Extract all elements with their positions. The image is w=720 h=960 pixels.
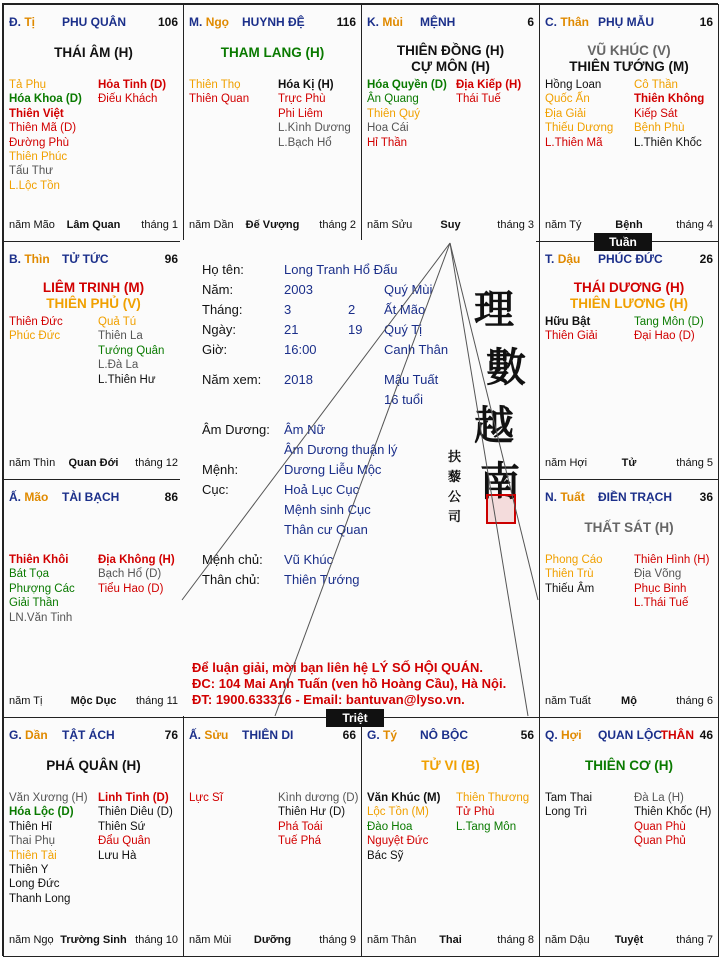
calligraphy-char-1: 理: [474, 286, 514, 333]
minor-star: Đường Phù: [9, 136, 69, 149]
main-star: VŨ KHÚC (V): [587, 43, 671, 58]
minor-star: Kiếp Sát: [634, 107, 678, 120]
palace-number: 76: [164, 728, 178, 742]
minor-star: Tuế Phá: [278, 835, 322, 848]
palace-year: năm Sửu: [367, 219, 413, 231]
minor-star: Thiên Phúc: [9, 151, 68, 164]
minor-star: Thiên Mã (D): [9, 122, 77, 135]
info-value: Âm Dương thuận lý: [284, 442, 398, 457]
info-label: Năm xem:: [202, 372, 262, 387]
palace-number: 86: [164, 490, 178, 504]
minor-star: Thiên Quan: [189, 93, 250, 106]
palace-chi: Thân: [560, 15, 590, 29]
minor-star: L.Thiên Mã: [545, 136, 603, 149]
palace-chi: Hợi: [561, 728, 582, 742]
palace-year: năm Hợi: [545, 457, 588, 469]
minor-star: Địa Giải: [545, 107, 586, 120]
minor-star: Linh Tinh (D): [98, 792, 169, 804]
minor-star: Tả Phụ: [9, 79, 47, 91]
info-value: Mệnh sinh Cục: [284, 502, 371, 517]
minor-star: Bệnh Phù: [634, 122, 685, 135]
minor-star: Tử Phù: [456, 806, 495, 819]
palace-can: T.: [545, 252, 555, 266]
palace-stage: Mộc Dục: [70, 695, 117, 707]
palace-month: tháng 12: [135, 457, 178, 469]
minor-star: Quan Phù: [634, 820, 686, 833]
palace-month: tháng 10: [135, 934, 178, 946]
palace-name: PHÚC ĐỨC: [598, 252, 663, 266]
info-value: Vũ Khúc: [284, 552, 334, 567]
palace-can: Đ.: [9, 15, 21, 29]
palace-chi: Sửu: [204, 728, 229, 742]
minor-star: Hóa Lộc (D): [9, 806, 74, 819]
minor-star: Bác Sỹ: [367, 849, 404, 862]
minor-star: Lộc Tồn (M): [367, 806, 429, 819]
minor-star: Hóa Khoa (D): [9, 93, 82, 106]
minor-star: Thiếu Âm: [545, 582, 595, 595]
minor-star: Thiên Sứ: [98, 820, 146, 833]
minor-star: Thiên Diêu (D): [98, 806, 173, 819]
palace-number: 6: [527, 15, 534, 29]
palace-year: năm Mão: [9, 219, 55, 231]
palace-name: PHỤ MẪU: [598, 15, 654, 29]
info-label: Họ tên:: [202, 262, 244, 277]
main-star: THẤT SÁT (H): [584, 520, 674, 535]
palace-chi: Mùi: [382, 15, 404, 29]
palace-number: 36: [699, 490, 713, 504]
minor-star: Hỉ Thần: [367, 136, 408, 149]
seal-char-2: 藜: [448, 470, 462, 485]
palace-number: 46: [699, 728, 713, 742]
info-canchi-value: Mậu Tuất: [384, 372, 439, 387]
palace-stage: Quan Đới: [68, 457, 119, 469]
minor-star: Thiên Khốc (H): [634, 806, 712, 819]
palace-year: năm Tị: [9, 695, 43, 707]
palace-month: tháng 5: [676, 457, 713, 469]
main-star: THÁI ÂM (H): [54, 45, 133, 60]
palace-can: Ấ.: [9, 490, 21, 504]
palace-chi: Ngọ: [205, 15, 230, 29]
minor-star: L.Lộc Tồn: [9, 179, 60, 192]
minor-star: Đào Hoa: [367, 820, 413, 833]
minor-star: Phúc Đức: [9, 330, 61, 343]
minor-star: Điếu Khách: [98, 93, 158, 106]
palace-year: năm Mùi: [189, 934, 232, 946]
palace-can: Q.: [545, 728, 558, 742]
palace-stage: Tuyệt: [614, 934, 644, 946]
info-value: 16:00: [284, 342, 317, 357]
minor-star: Thiên Thọ: [189, 79, 241, 91]
triet-marker: Triệt: [326, 709, 384, 727]
main-star: PHÁ QUÂN (H): [46, 758, 141, 773]
main-star: THIÊN TƯỚNG (M): [569, 59, 689, 74]
minor-star: Thiên Hỉ: [9, 820, 52, 833]
minor-star: Hỏa Tinh (D): [98, 79, 167, 91]
info-canchi-value: Quý Tị: [384, 322, 423, 337]
palace-stage: Thai: [439, 934, 462, 946]
minor-star: Thái Tuế: [456, 93, 501, 106]
palace-number: 106: [157, 15, 178, 29]
info-canchi-value: Ất Mão: [384, 302, 426, 317]
minor-star: Đại Hao (D): [634, 330, 695, 343]
minor-star: Địa Kiếp (H): [456, 79, 522, 91]
minor-star: Văn Xương (H): [9, 792, 88, 804]
minor-star: Thiên La: [98, 330, 143, 343]
palace-name: ĐIỀN TRẠCH: [598, 490, 672, 504]
minor-star: L.Thiên Hư: [98, 373, 156, 386]
minor-star: L.Thiên Khốc: [634, 136, 702, 149]
info-label: Giờ:: [202, 342, 228, 357]
palace-can: C.: [545, 15, 557, 29]
minor-star: Long Trì: [545, 806, 588, 819]
palace-chi: Tị: [24, 15, 36, 29]
minor-star: L.Bạch Hổ: [278, 136, 332, 149]
info-value: Hoả Lục Cục: [284, 482, 360, 497]
contact-line-1: Để luận giải, mời bạn liên hệ LÝ SỐ HỘI QUÁN.: [192, 660, 483, 675]
palace-can: K.: [367, 15, 379, 29]
minor-star: Hóa Kị (H): [278, 79, 334, 91]
minor-star: Bát Tọa: [9, 568, 50, 581]
minor-star: Bạch Hổ (D): [98, 568, 162, 581]
minor-star: Trực Phù: [278, 93, 326, 106]
info-label: Cục:: [202, 482, 229, 497]
palace-can: G.: [9, 728, 22, 742]
info-label: Mệnh:: [202, 462, 239, 477]
calligraphy-char-3: 越: [474, 402, 514, 449]
minor-star: Cô Thần: [634, 79, 678, 91]
info-label: Mệnh chủ:: [202, 552, 263, 567]
palace-name: PHU QUÂN: [62, 15, 127, 29]
minor-star: Địa Không (H): [98, 554, 175, 566]
info-label: Năm:: [202, 282, 234, 297]
info-label: Thân chủ:: [202, 572, 260, 587]
palace-chi: Tý: [383, 728, 398, 742]
info-value: Thân cư Quan: [284, 522, 368, 537]
palace-stage: Suy: [440, 219, 461, 231]
info-lunar-value: 19: [348, 322, 363, 337]
palace-year: năm Thìn: [9, 457, 56, 469]
info-canchi-value: 16 tuổi: [384, 392, 424, 407]
palace-name: TÀI BẠCH: [62, 490, 120, 504]
palace-name: QUAN LỘC: [598, 728, 662, 742]
minor-star: Địa Võng: [634, 568, 682, 581]
minor-star: Thiên Trù: [545, 568, 594, 581]
info-value: 2003: [284, 282, 313, 297]
calligraphy-char-4: 南: [480, 458, 520, 505]
palace-number: 26: [699, 252, 713, 266]
minor-star: Thai Phụ: [9, 835, 56, 848]
main-star: LIÊM TRINH (M): [42, 280, 145, 295]
minor-star: Thiên Khôi: [9, 554, 69, 566]
palace-name: NÔ BỘC: [420, 728, 468, 742]
palace-month: tháng 8: [497, 934, 534, 946]
info-value: Thiên Tướng: [284, 572, 360, 587]
minor-star: Văn Khúc (M): [367, 792, 441, 804]
palace-month: tháng 7: [676, 934, 713, 946]
palace-stage: Mộ: [621, 695, 637, 707]
seal-char-4: 司: [448, 510, 462, 525]
palace-stage: Dưỡng: [253, 934, 292, 946]
seal-char-1: 扶: [448, 450, 462, 465]
minor-star: Lưu Hà: [98, 849, 137, 862]
minor-star: Quốc Ấn: [545, 93, 590, 106]
palace-can: M.: [189, 15, 203, 29]
minor-star: Quan Phủ: [634, 835, 686, 848]
palace-can: Ấ.: [189, 728, 201, 742]
minor-star: Hồng Loan: [545, 79, 602, 91]
palace-year: năm Ngọ: [9, 934, 54, 946]
minor-star: Thiên Việt: [9, 107, 64, 120]
palace-month: tháng 2: [319, 219, 356, 231]
palace-month: tháng 6: [676, 695, 713, 707]
minor-star: Kình dương (D): [278, 792, 359, 804]
info-value: Dương Liễu Mộc: [284, 462, 382, 477]
info-canchi-value: Canh Thân: [384, 342, 449, 357]
minor-star: Thiên Quý: [367, 107, 421, 120]
palace-number: 96: [164, 252, 178, 266]
minor-star: Tấu Thư: [9, 165, 53, 178]
palace-number: 66: [342, 728, 356, 742]
seal-char-3: 公: [448, 490, 462, 505]
minor-star: Tam Thai: [545, 792, 593, 804]
palace-month: tháng 11: [135, 695, 178, 707]
minor-star: Thiên Hình (H): [634, 554, 710, 566]
palace-stage: Trường Sinh: [60, 934, 127, 946]
minor-star: L.Đà La: [98, 359, 139, 372]
palace-month: tháng 4: [676, 219, 713, 231]
minor-star: Phong Cáo: [545, 554, 603, 566]
minor-star: Đẩu Quân: [98, 835, 151, 848]
palace-can: G.: [367, 728, 380, 742]
info-value: 21: [284, 322, 299, 337]
minor-star: LN.Văn Tinh: [9, 611, 73, 624]
palace-month: tháng 3: [497, 219, 534, 231]
palace-chi: Tuất: [560, 490, 585, 504]
main-star: THIÊN ĐỒNG (H): [396, 43, 505, 58]
minor-star: Tiểu Hao (D): [98, 582, 164, 595]
palace-chi: Dậu: [557, 252, 581, 266]
palace-stage: Bệnh: [615, 219, 643, 231]
minor-star: Ân Quang: [367, 93, 419, 106]
info-lunar-value: 2: [348, 302, 356, 317]
minor-star: Thiên Không: [634, 93, 705, 106]
info-value: Long Tranh Hổ Đấu: [284, 262, 398, 277]
minor-star: Thiên Tài: [9, 849, 57, 862]
palace-can: B.: [9, 252, 21, 266]
minor-star: Phá Toái: [278, 820, 323, 833]
palace-number: 16: [699, 15, 713, 29]
palace-name: MỆNH: [420, 15, 456, 29]
minor-star: Tướng Quân: [98, 344, 165, 357]
minor-star: Phục Binh: [634, 582, 687, 595]
palace-month: tháng 1: [141, 219, 178, 231]
minor-star: Quả Tú: [98, 316, 137, 328]
minor-star: Hoa Cái: [367, 122, 409, 135]
palace-name: TỬ TỨC: [62, 252, 109, 266]
minor-star: Nguyệt Đức: [367, 835, 429, 848]
main-star: THIÊN LƯƠNG (H): [570, 296, 688, 311]
minor-star: Đà La (H): [634, 792, 684, 804]
palace-stage: Lâm Quan: [66, 219, 121, 231]
palace-can: N.: [545, 490, 557, 504]
minor-star: L.Tang Môn: [456, 820, 517, 833]
palace-number: 56: [520, 728, 534, 742]
contact-line-3: ĐT: 1900.633316 - Email: bantuvan@lyso.vn.: [192, 692, 465, 707]
minor-star: Hóa Quyền (D): [367, 79, 447, 91]
calligraphy-char-2: 數: [486, 344, 526, 391]
minor-star: Thiếu Dương: [545, 122, 614, 135]
minor-star: Tang Môn (D): [634, 316, 704, 328]
minor-star: Thiên Thương: [456, 792, 530, 804]
minor-star: L.Thái Tuế: [634, 597, 689, 610]
main-star: THIÊN CƠ (H): [584, 758, 673, 773]
palace-year: năm Tý: [545, 219, 582, 231]
palace-stage: Đế Vượng: [245, 219, 300, 231]
palace-year: năm Dậu: [545, 934, 590, 946]
minor-star: Thiên Y: [9, 864, 49, 877]
main-star: THAM LANG (H): [220, 45, 325, 60]
minor-star: Thiên Hư (D): [278, 806, 346, 819]
info-label: Tháng:: [202, 302, 243, 317]
palace-chi: Thìn: [24, 252, 50, 266]
palace-name: HUYNH ĐỆ: [242, 15, 305, 29]
minor-star: Giải Thần: [9, 597, 59, 610]
info-value: Âm Nữ: [284, 422, 326, 437]
palace-year: năm Dần: [189, 219, 234, 231]
palace-year: năm Thân: [367, 934, 417, 946]
main-star: THIÊN PHỦ (V): [46, 296, 141, 311]
minor-star: Thanh Long: [9, 892, 71, 905]
info-label: Ngày:: [202, 322, 236, 337]
minor-star: L.Kình Dương: [278, 122, 351, 135]
main-star: CỰ MÔN (H): [411, 59, 490, 74]
palace-number: 116: [336, 15, 356, 29]
palace-chi: Dần: [25, 728, 48, 742]
minor-star: Lực Sĩ: [189, 792, 223, 804]
minor-star: Phi Liêm: [278, 107, 323, 120]
minor-star: Thiên Đức: [9, 316, 63, 328]
contact-line-2: ĐC: 104 Mai Anh Tuấn (ven hồ Hoàng Cầu), Hà Nội.: [192, 676, 507, 691]
main-star: THÁI DƯƠNG (H): [573, 280, 685, 295]
minor-star: Thiên Giải: [545, 330, 598, 343]
info-value: 3: [284, 302, 292, 317]
palace-stage: Tử: [621, 457, 637, 469]
minor-star: Phượng Các: [9, 582, 75, 595]
minor-star: Long Đức: [9, 878, 60, 891]
palace-name: TẬT ÁCH: [62, 728, 115, 742]
tuan-marker: Tuần: [594, 233, 652, 251]
palace-chi: Mão: [24, 490, 49, 504]
palace-year: năm Tuất: [545, 695, 591, 707]
minor-star: Hữu Bật: [545, 316, 591, 328]
info-value: 2018: [284, 372, 313, 387]
palace-name: THIÊN DI: [242, 728, 294, 742]
palace-month: tháng 9: [319, 934, 356, 946]
than-marker: THÂN: [660, 728, 694, 742]
info-label: Âm Dương:: [202, 422, 270, 437]
main-star: TỬ VI (B): [421, 758, 480, 773]
info-canchi-value: Quý Mùi: [384, 282, 433, 297]
